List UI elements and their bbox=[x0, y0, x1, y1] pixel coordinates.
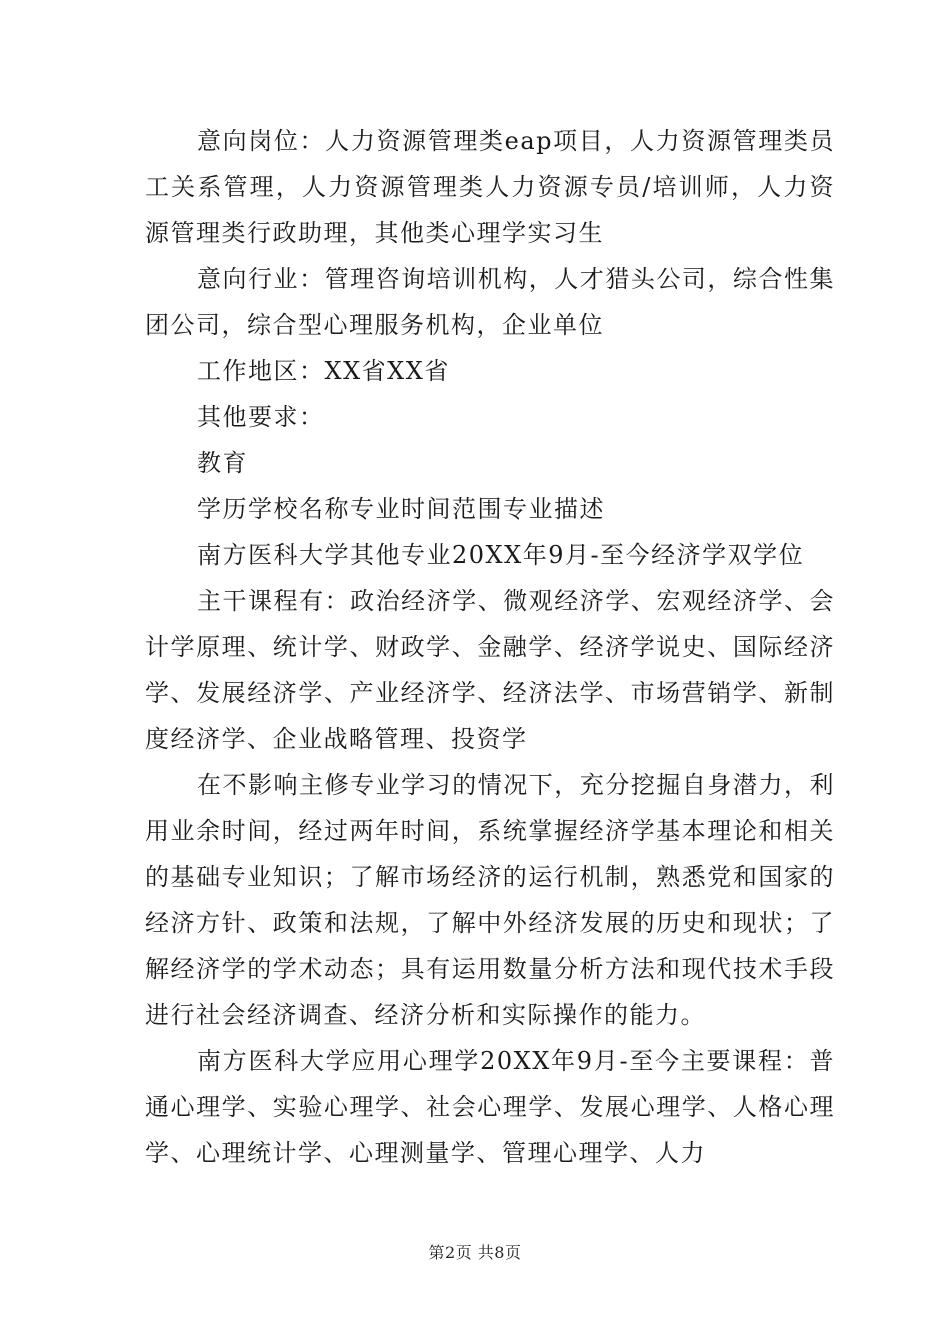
paragraph-education-entry-1: 南方医科大学其他专业20XX年9月-至今经济学双学位 bbox=[197, 541, 805, 569]
paragraph-main-courses: 主干课程有：政治经济学、微观经济学、宏观经济学、会计学原理、统计学、财政学、金融学、经济学说史、国际经济学、发展经济学、产业经济学、经济法学、市场营销学、新制度经济学、企业战略管理、投资学 bbox=[145, 587, 835, 753]
page-number-footer: 第2页 共8页 bbox=[428, 1243, 522, 1262]
paragraph-education-entry-2: 南方医科大学应用心理学20XX年9月-至今主要课程：普通心理学、实验心理学、社会心理学、发展心理学、人格心理学、心理统计学、心理测量学、管理心理学、人力 bbox=[145, 1047, 835, 1167]
paragraph-education-heading: 教育 bbox=[197, 449, 248, 477]
paragraph-intended-industry: 意向行业：管理咨询培训机构，人才猎头公司，综合性集团公司，综合型心理服务机构，企业单位 bbox=[145, 265, 835, 339]
paragraph-work-region: 工作地区：XX省XX省 bbox=[197, 357, 450, 385]
document-body bbox=[145, 118, 835, 1176]
paragraph-intended-position: 意向岗位：人力资源管理类eap项目，人力资源管理类员工关系管理，人力资源管理类人力资源专员/培训师，人力资源管理类行政助理，其他类心理学实习生 bbox=[145, 127, 835, 247]
paragraph-description: 在不影响主修专业学习的情况下，充分挖掘自身潜力，利用业余时间，经过两年时间，系统掌握经济学基本理论和相关的基础专业知识；了解市场经济的运行机制，熟悉党和国家的经济方针、政策和法规，了解中外经济发展的历史和现状；了解经济学的学术动态；具有运用数量分析方法和现代技术手段进行社会经济调查、经济分析和实际操作的能力。 bbox=[145, 771, 835, 1029]
paragraph-other-requirements: 其他要求： bbox=[197, 403, 325, 431]
paragraph-education-columns: 学历学校名称专业时间范围专业描述 bbox=[197, 495, 605, 523]
